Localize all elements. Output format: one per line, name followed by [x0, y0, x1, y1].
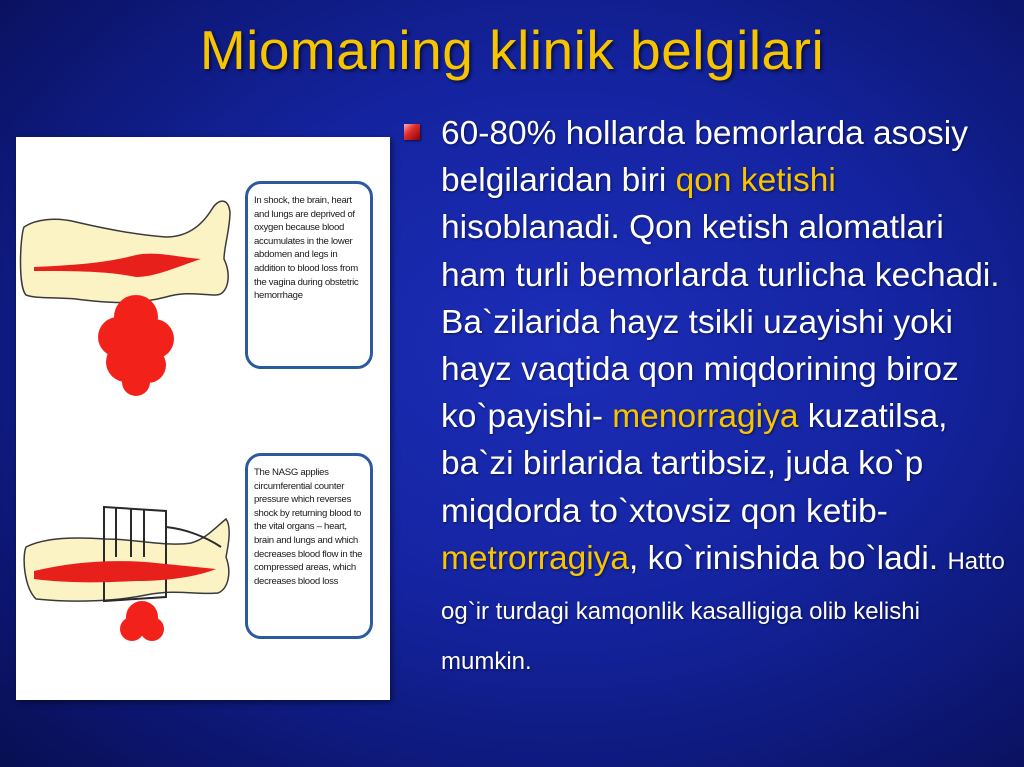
bullet-icon [404, 124, 420, 140]
text-part: kuzatilsa, ba`zi birlarida tartibsiz, juda ko`p miqdorda to`xtovsiz qon ketib- [441, 398, 948, 530]
highlight-qon-ketishi: qon ketishi [675, 162, 836, 200]
small-note: Hatto og`ir turdagi kamqonlik kasalligiga olib kelishi mumkin. [441, 547, 1005, 676]
slide-title: Miomaning klinik belgilari [199, 19, 825, 81]
shock-illustration-top [16, 167, 241, 427]
caption-nasg: The NASG applies circumferential counter pressure which reverses shock by returning blood to the vital organs – heart, brain and lungs and which decreases blood flow in the compressed areas, which decreases blood loss [245, 453, 373, 639]
nasg-illustration-bottom [16, 477, 241, 677]
text-part: hisoblanadi. Qon ketish alomatlari ham turli bemorlarda turlicha kechadi. Ba`zilarida hayz tsikli uzayishi yoki hayz vaqtida qon miqdorining biroz ko`payishi- [441, 209, 1000, 436]
bullet-text [441, 110, 1016, 685]
text-part: , ko`rinishida bo`ladi. [629, 539, 948, 577]
text-part: 60-80% hollarda bemorlarda asosiy belgilaridan biri [441, 115, 968, 200]
highlight-menorragiya: menorragiya [612, 398, 799, 436]
illustration-panel [16, 137, 390, 700]
highlight-metrorragiya: metrorragiya [441, 539, 630, 577]
caption-shock: In shock, the brain, heart and lungs are deprived of oxygen because blood accumulates in the lower abdomen and legs in addition to blood loss from the vagina during obstetric hemorrhage [245, 181, 373, 369]
